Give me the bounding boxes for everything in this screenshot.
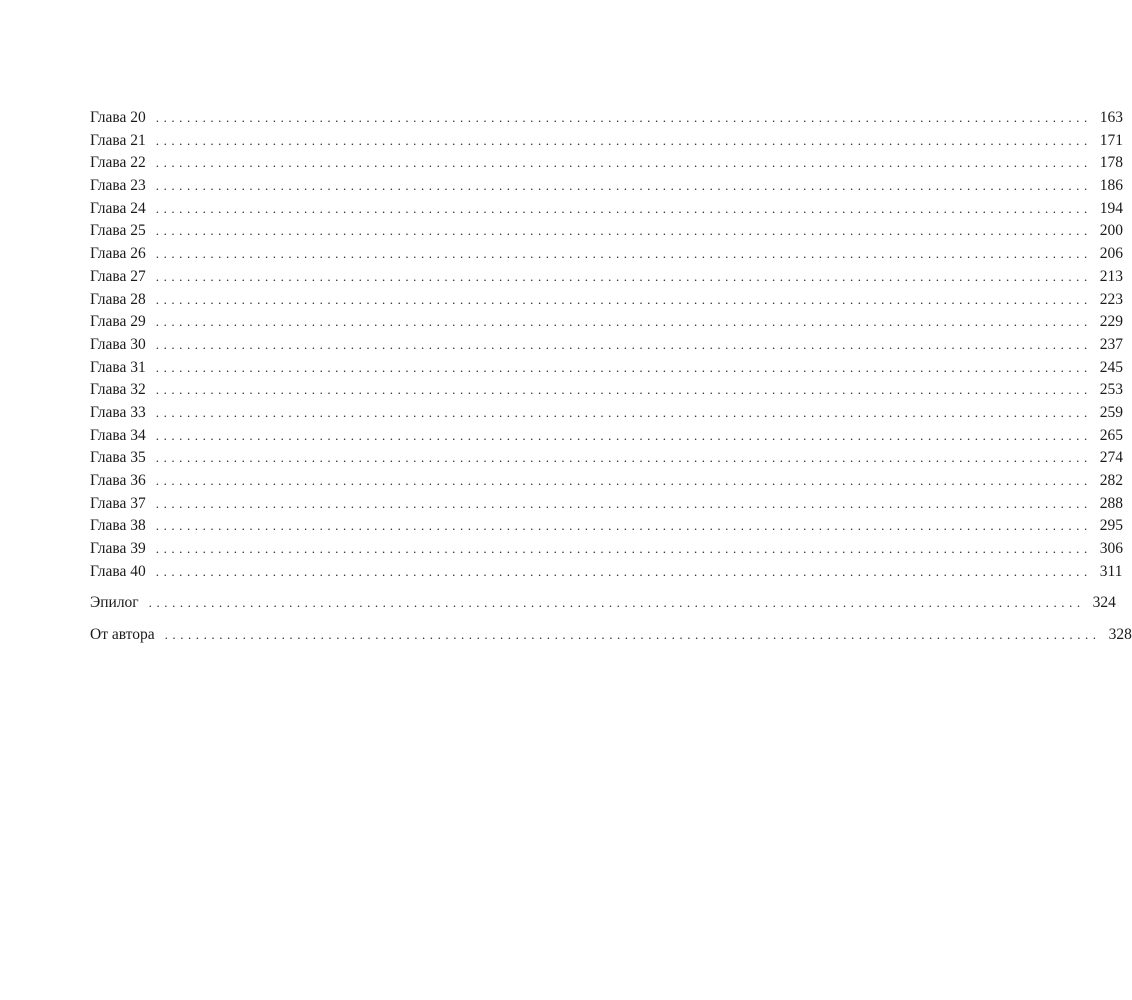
dot-leader: ........................................................................................................................: [155, 382, 1092, 398]
toc-entry-page: 171: [1099, 131, 1124, 149]
toc-entry-title: Глава 33: [90, 403, 146, 421]
dot-leader: ........................................................................................................................: [155, 268, 1092, 284]
toc-entry-title: Глава 40: [90, 562, 146, 580]
dot-leader: ........................................................................................................................: [164, 627, 1101, 643]
toc-entry-title: Глава 29: [90, 313, 146, 331]
dot-leader: ........................................................................................................................: [155, 450, 1092, 466]
toc-entry-page: 265: [1099, 426, 1124, 444]
toc-entry-title: Глава 20: [90, 109, 146, 126]
toc-entry-chapter[interactable]: [90, 130, 1124, 153]
dot-leader: ........................................................................................................................: [155, 223, 1092, 239]
toc-entry-page: 259: [1099, 403, 1124, 421]
toc-entry-page: 223: [1099, 290, 1124, 308]
chapter-list: [90, 107, 1124, 583]
dot-leader: ........................................................................................................................: [155, 155, 1092, 171]
dot-leader: ........................................................................................................................: [155, 563, 1092, 579]
toc-entry-chapter[interactable]: [90, 198, 1124, 221]
toc-entry-page: 253: [1099, 381, 1124, 399]
toc-entry-chapter[interactable]: [90, 561, 1123, 584]
dot-leader: ........................................................................................................................: [155, 495, 1092, 511]
dot-leader: ........................................................................................................................: [155, 336, 1092, 352]
toc-entry-page: 200: [1099, 222, 1124, 240]
toc-entry-epilogue[interactable]: [90, 592, 1116, 615]
toc-entry-page: 163: [1099, 109, 1124, 126]
toc-entry-page: 328: [1108, 626, 1132, 644]
toc-entry-chapter[interactable]: [90, 243, 1124, 266]
dot-leader: ........................................................................................................................: [155, 314, 1092, 330]
toc-entry-chapter[interactable]: [90, 152, 1124, 175]
toc-entry-page: 245: [1099, 358, 1124, 376]
dot-leader: ........................................................................................................................: [155, 541, 1092, 557]
dot-leader: ........................................................................................................................: [148, 595, 1085, 611]
toc-entry-page: 178: [1099, 154, 1124, 172]
toc-entry-page: 237: [1099, 335, 1124, 353]
dot-leader: ........................................................................................................................: [155, 291, 1092, 307]
dot-leader: ........................................................................................................................: [155, 110, 1092, 125]
toc-entry-page: 213: [1099, 267, 1124, 285]
toc-entry-title: Глава 26: [90, 245, 146, 263]
toc-entry-page: 311: [1099, 562, 1123, 580]
toc-entry-chapter[interactable]: [90, 357, 1124, 380]
toc-entry-chapter[interactable]: [90, 379, 1124, 402]
toc-entry-author-note[interactable]: [90, 624, 1132, 647]
dot-leader: ........................................................................................................................: [155, 404, 1092, 420]
toc-entry-page: 206: [1099, 245, 1124, 263]
toc-entry-title: Глава 25: [90, 222, 146, 240]
toc-entry-chapter[interactable]: [90, 334, 1124, 357]
toc-entry-title: Глава 22: [90, 154, 146, 172]
toc-entry-chapter[interactable]: [90, 311, 1124, 334]
toc-entry-title: Глава 38: [90, 517, 146, 535]
toc-entry-title: Глава 27: [90, 267, 146, 285]
dot-leader: ........................................................................................................................: [155, 178, 1092, 194]
toc-entry-chapter[interactable]: [90, 515, 1124, 538]
toc-entry-chapter[interactable]: [90, 493, 1124, 516]
toc-entry-page: 306: [1099, 540, 1124, 558]
toc-entry-title: Глава 30: [90, 335, 146, 353]
toc-entry-chapter[interactable]: [90, 175, 1124, 198]
toc-entry-chapter[interactable]: [90, 470, 1124, 493]
toc-entry-chapter[interactable]: [90, 425, 1124, 448]
toc-entry-page: 194: [1099, 199, 1124, 217]
toc-entry-chapter[interactable]: [90, 107, 1124, 130]
toc-entry-title: Глава 35: [90, 449, 146, 467]
toc-entry-title: Глава 36: [90, 472, 146, 489]
toc-entry-page: 229: [1099, 313, 1124, 331]
toc-entry-chapter[interactable]: [90, 402, 1124, 425]
toc-entry-chapter[interactable]: [90, 266, 1124, 289]
dot-leader: ........................................................................................................................: [155, 427, 1092, 443]
toc-entry-title: Глава 39: [90, 540, 146, 558]
toc-entry-page: 295: [1099, 517, 1124, 535]
table-of-contents: [90, 107, 1132, 647]
toc-entry-title: Глава 34: [90, 426, 146, 444]
toc-entry-page: 186: [1099, 177, 1124, 195]
toc-entry-page: 324: [1092, 594, 1116, 612]
dot-leader: ........................................................................................................................: [155, 246, 1092, 262]
toc-entry-page: 274: [1099, 449, 1124, 467]
dot-leader: ........................................................................................................................: [155, 132, 1092, 148]
toc-entry-page: 282: [1099, 472, 1124, 489]
toc-entry-title: Глава 31: [90, 358, 146, 376]
toc-entry-title: Эпилог: [90, 594, 139, 612]
toc-entry-title: Глава 21: [90, 131, 146, 149]
toc-entry-chapter[interactable]: [90, 289, 1124, 312]
dot-leader: ........................................................................................................................: [155, 200, 1092, 216]
toc-entry-chapter[interactable]: [90, 220, 1124, 243]
dot-leader: ........................................................................................................................: [155, 359, 1092, 375]
toc-entry-title: От автора: [90, 626, 155, 644]
toc-entry-title: Глава 24: [90, 199, 146, 217]
toc-entry-title: Глава 32: [90, 381, 146, 399]
toc-entry-page: 288: [1099, 494, 1124, 512]
toc-entry-title: Глава 23: [90, 177, 146, 195]
toc-entry-title: Глава 37: [90, 494, 146, 512]
dot-leader: ........................................................................................................................: [155, 518, 1092, 534]
toc-entry-chapter[interactable]: [90, 538, 1124, 561]
toc-entry-title: Глава 28: [90, 290, 146, 308]
toc-entry-chapter[interactable]: [90, 447, 1124, 470]
dot-leader: ........................................................................................................................: [155, 473, 1092, 488]
